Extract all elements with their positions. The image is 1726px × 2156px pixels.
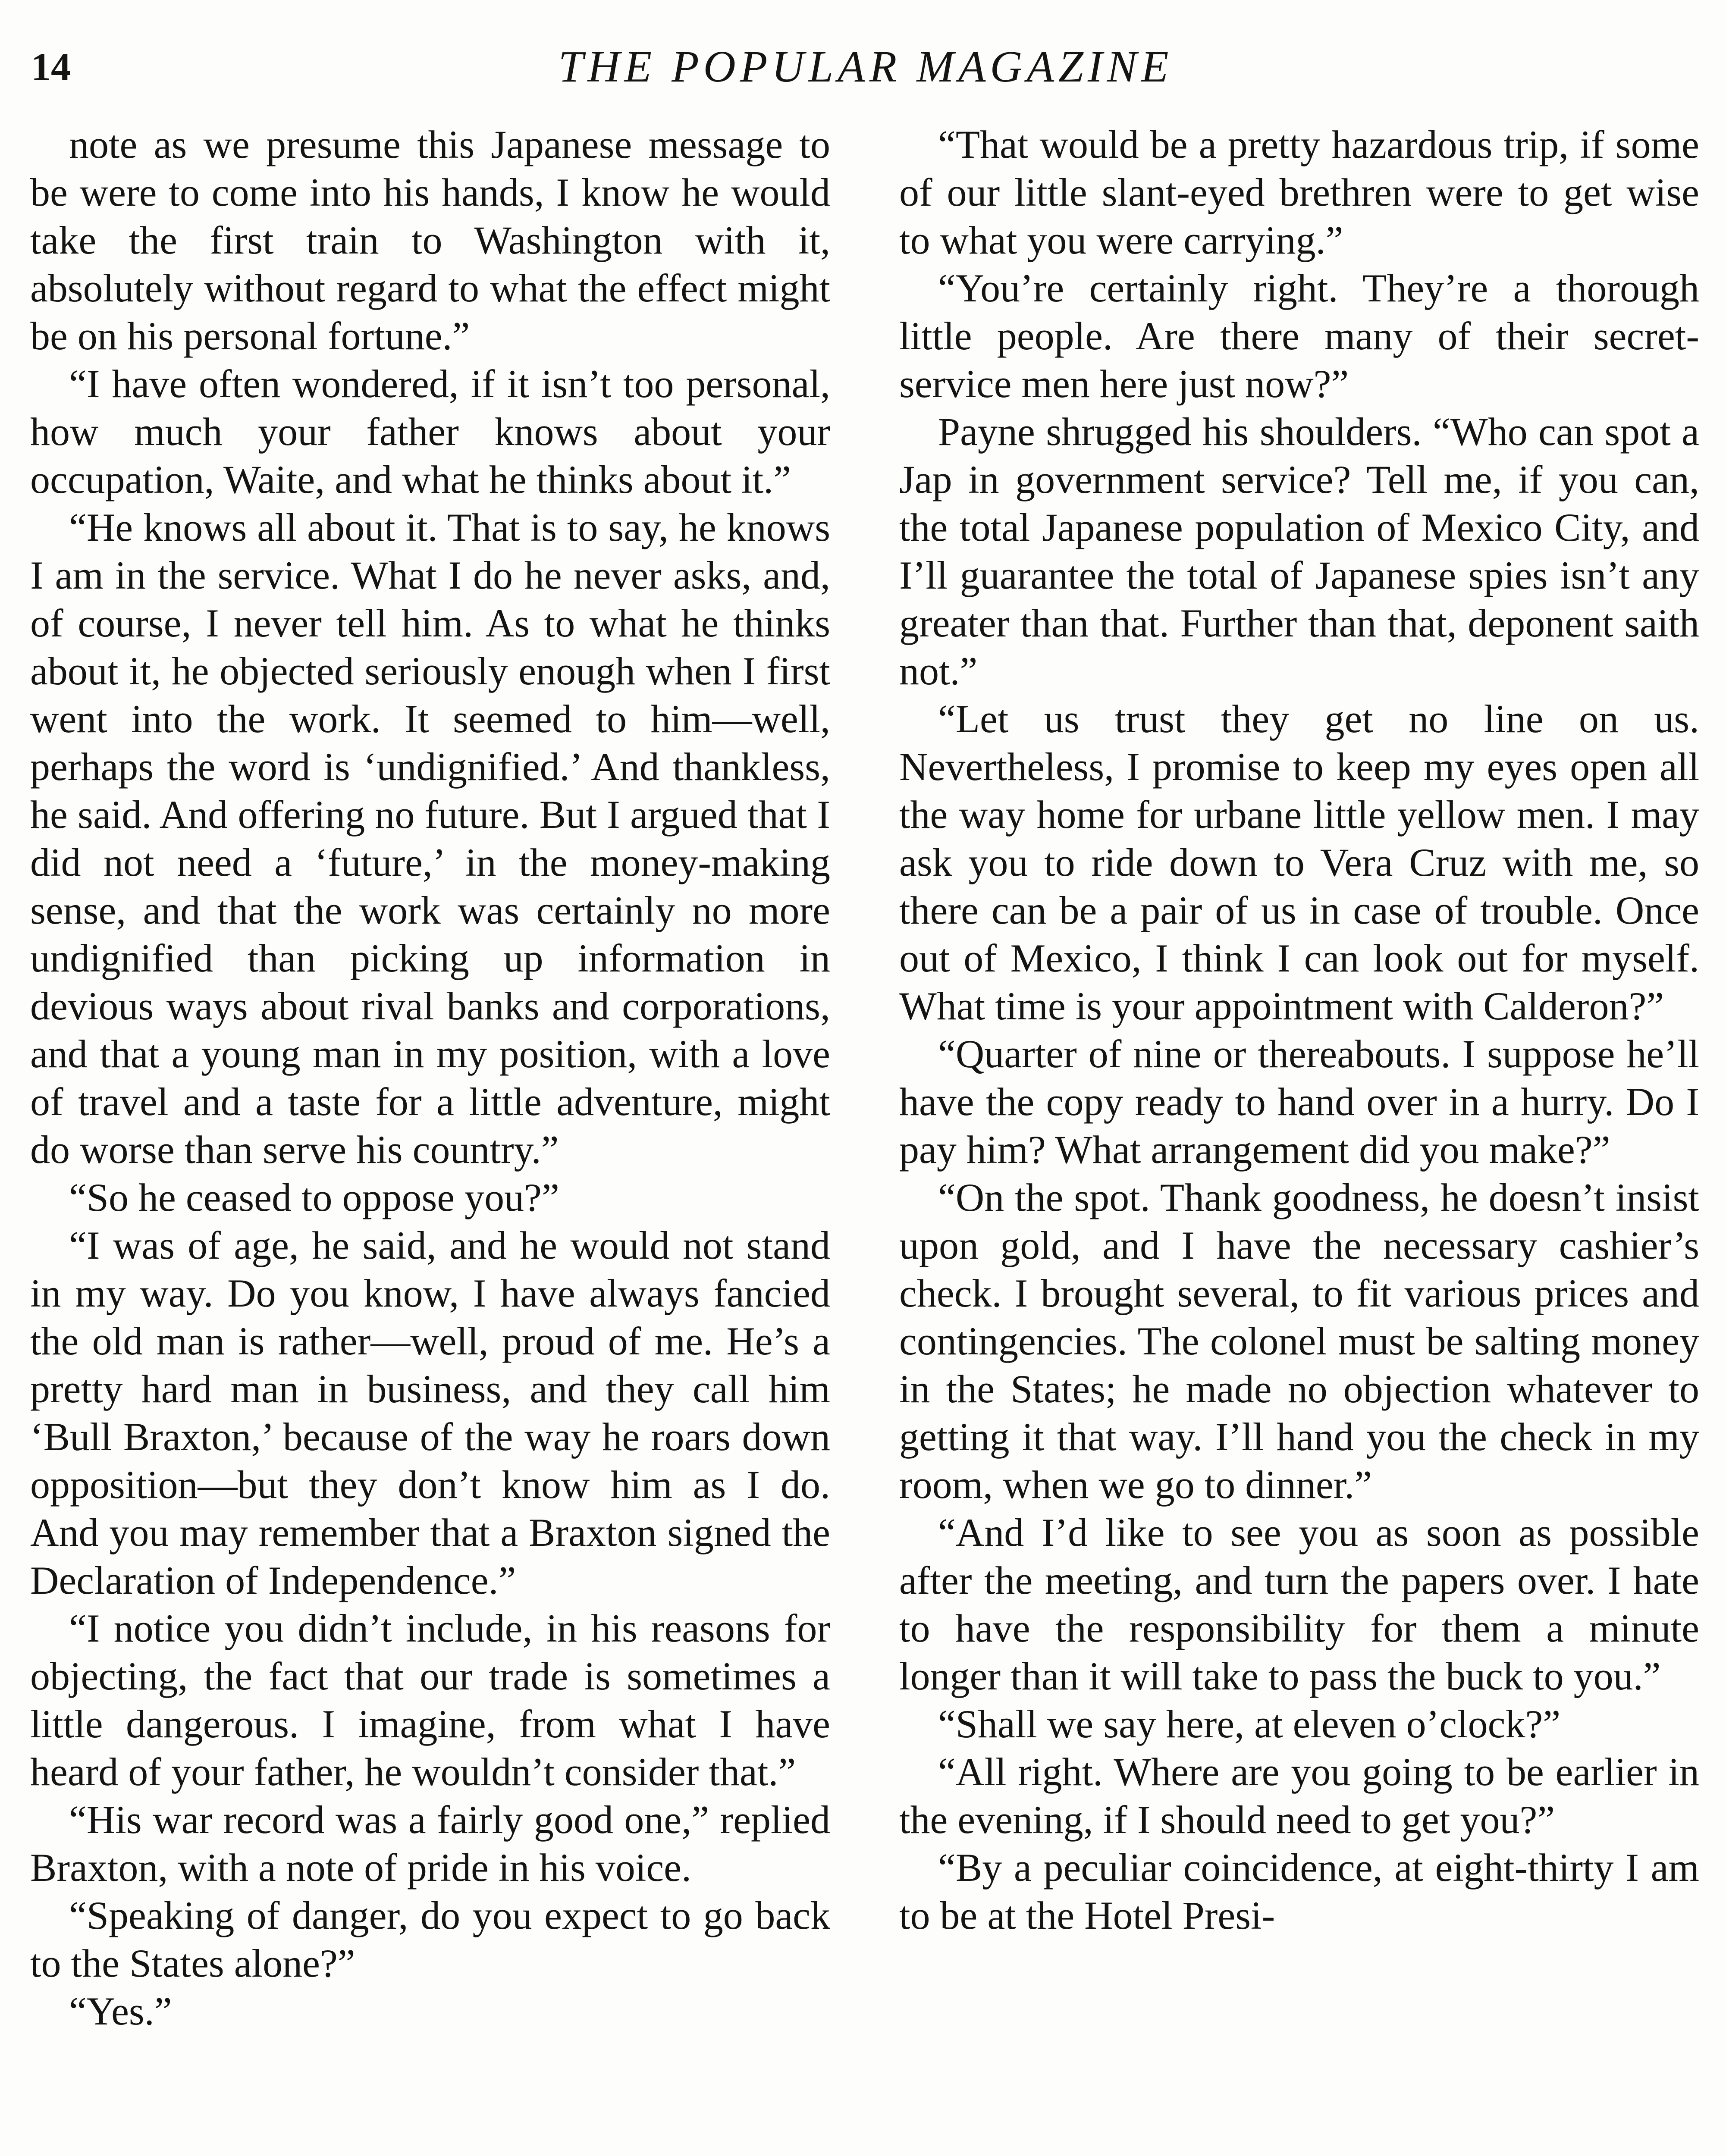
page-number: 14 [31,45,71,89]
paragraph: “Quarter of nine or thereabouts. I suppose he’ll have the copy ready to hand over in a hurry. Do I pay him? What arrangement did you make?” [899,1032,1699,1172]
paragraph: “Let us trust they get no line on us. Nevertheless, I promise to keep my eyes open all the way home for urbane little yellow men. I may ask you to ride down to Vera Cruz with me, so there can be a pair of us in case of trouble. Once out of Mexico, I think I can look out for myself. What time is your appointment with Calderon?” [899,697,1699,1028]
paragraph: “He knows all about it. That is to say, he knows I am in the service. What I do he never asks, and, of course, I never tell him. As to what he thinks about it, he objected seriously enough when I first went into the work. It seemed to him—well, perhaps the word is ‘undignified.’ And thankless, he said. And offering no future. But I argued that I did not need a ‘future,’ in the money-making sense, and that the work was certainly no more undignified than picking up information in devious ways about rival banks and corporations, and that a young man in my position, with a love of travel and a taste for a little adventure, might do worse than serve his country.” [30,505,830,1172]
paragraph: “Yes.” [69,1989,172,2033]
running-head: THE POPULAR MAGAZINE [558,42,1173,91]
text-columns [30,121,1699,2156]
paragraph: “On the spot. Thank goodness, he doesn’t insist upon gold, and I have the necessary cashier’s check. I brought several, to fit various prices and contingencies. The colonel must be salting money in the States; he made no objection whatever to getting it that way. I’ll hand you the check in my room, when we go to dinner.” [899,1175,1699,1507]
paragraph: “That would be a pretty hazardous trip, if some of our little slant-eyed brethren were to get wise to what you were carrying.” [899,122,1699,262]
page-header [31,26,1700,99]
paragraph: “Speaking of danger, do you expect to go back to the States alone?” [30,1893,830,1985]
paragraph: “So he ceased to oppose you?” [69,1175,559,1219]
paragraph: “And I’d like to see you as soon as possible after the meeting, and turn the papers over. I hate to have the responsibility for them a minute longer than it will take to pass the buck to you.” [899,1510,1699,1698]
paragraph: “You’re certainly right. They’re a thorough little people. Are there many of their secret-service men here just now?” [899,266,1699,406]
paragraph: “I was of age, he said, and he would not stand in my way. Do you know, I have always fancied the old man is rather—well, proud of me. He’s a pretty hard man in business, and they call him ‘Bull Braxton,’ because of the way he roars down opposition—but they don’t know him as I do. And you may remember that a Braxton signed the Declaration of Independence.” [30,1223,830,1602]
paragraph: note as we presume this Japanese message to be were to come into his hands, I know he would take the first train to Washington with it, absolutely without regard to what the effect might be on his personal fortune.” [30,122,830,358]
paragraph: Payne shrugged his shoulders. “Who can spot a Jap in government service? Tell me, if you can, the total Japanese population of Mexico City, and I’ll guarantee the total of Japanese spies isn’t any greater than that. Further than that, deponent saith not.” [899,410,1699,693]
paragraph: “His war record was a fairly good one,” replied Braxton, with a note of pride in his voice. [30,1798,830,1890]
paragraph: “All right. Where are you going to be earlier in the evening, if I should need to get you?” [899,1750,1699,1842]
paragraph: “I have often wondered, if it isn’t too personal, how much your father knows about your occupation, Waite, and what he thinks about it.” [30,362,830,501]
right-column [899,121,1699,2156]
paragraph: “I notice you didn’t include, in his reasons for objecting, the fact that our trade is sometimes a little dangerous. I imagine, from what I have heard of your father, he wouldn’t consider that.” [30,1606,830,1794]
paragraph: “Shall we say here, at eleven o’clock?” [938,1702,1561,1746]
left-column [30,121,830,2156]
paragraph: “By a peculiar coincidence, at eight-thirty I am to be at the Hotel Presi- [899,1846,1699,1937]
